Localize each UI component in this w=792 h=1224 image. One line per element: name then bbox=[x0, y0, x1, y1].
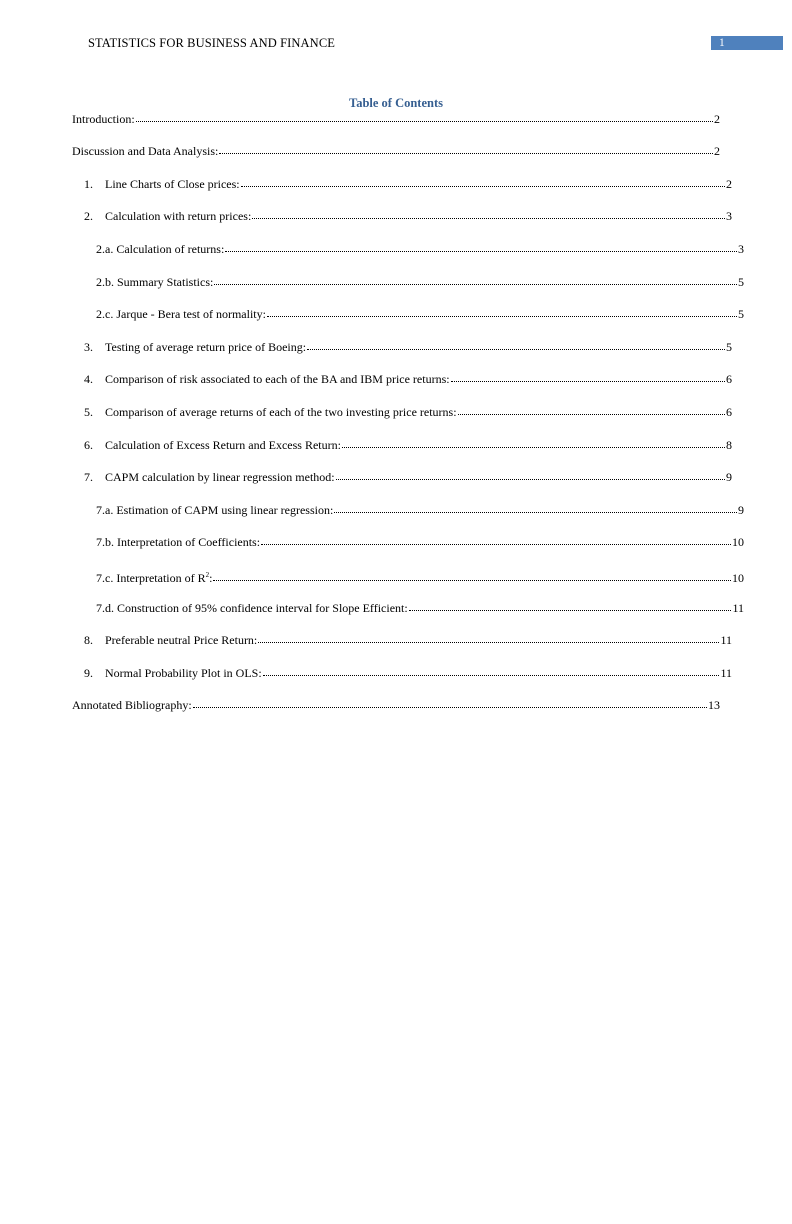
toc-entry-page: 9 bbox=[726, 470, 732, 484]
toc-entry-5[interactable] bbox=[72, 405, 732, 419]
toc-leader-dots bbox=[334, 512, 737, 513]
toc-entry-2[interactable] bbox=[72, 209, 732, 223]
toc-entry-text: Line Charts of Close prices: bbox=[105, 177, 240, 191]
toc-leader-dots bbox=[267, 316, 737, 317]
toc-entry-page: 11 bbox=[720, 633, 732, 647]
toc-entry-number: 6. bbox=[84, 438, 93, 452]
toc-entry-introduction[interactable] bbox=[72, 112, 720, 126]
toc-entry-page: 11 bbox=[732, 601, 744, 615]
toc-entry-page: 10 bbox=[732, 535, 744, 549]
toc-entry-text: 2.a. Calculation of returns: bbox=[96, 242, 225, 256]
toc-entry-page: 11 bbox=[720, 666, 732, 680]
toc-leader-dots bbox=[241, 186, 725, 187]
toc-entry-text: Normal Probability Plot in OLS: bbox=[105, 666, 262, 680]
toc-entry-text: 2.c. Jarque - Bera test of normality: bbox=[96, 307, 266, 321]
toc-entry-3[interactable] bbox=[72, 340, 732, 354]
toc-entry-page: 10 bbox=[732, 571, 744, 585]
toc-entry-number: 8. bbox=[84, 633, 93, 647]
toc-entry-text: Preferable neutral Price Return: bbox=[105, 633, 258, 647]
toc-leader-dots bbox=[409, 610, 732, 611]
toc-entry-number: 3. bbox=[84, 340, 93, 354]
toc-entry-number: 9. bbox=[84, 666, 93, 680]
toc-leader-dots bbox=[214, 284, 737, 285]
toc-entry-number: 5. bbox=[84, 405, 93, 419]
toc-leader-dots bbox=[136, 121, 713, 122]
toc-entry-page: 2 bbox=[714, 112, 720, 126]
toc-entry-text: Calculation with return prices: bbox=[105, 209, 252, 223]
toc-entry-superscript: 2 bbox=[205, 571, 210, 579]
toc-entry-number: 1. bbox=[84, 177, 93, 191]
toc-leader-dots bbox=[458, 414, 725, 415]
toc-entry-text: 7.b. Interpretation of Coefficients: bbox=[96, 535, 261, 549]
toc-entry-page: 2 bbox=[714, 144, 720, 158]
toc-leader-dots bbox=[213, 580, 731, 581]
toc-entry-2a[interactable] bbox=[72, 242, 744, 256]
toc-heading: Table of Contents bbox=[349, 96, 443, 110]
toc-entry-number: 7. bbox=[84, 470, 93, 484]
toc-entry-text: Calculation of Excess Return and Excess Return: bbox=[105, 438, 341, 452]
toc-entry-7[interactable] bbox=[72, 470, 732, 484]
toc-entry-page: 13 bbox=[708, 698, 720, 712]
page-number-box bbox=[711, 36, 783, 50]
toc-entry-2c[interactable] bbox=[72, 307, 744, 321]
toc-entry-text: CAPM calculation by linear regression method: bbox=[105, 470, 335, 484]
toc-entry-page: 6 bbox=[726, 405, 732, 419]
toc-entry-7b[interactable] bbox=[72, 535, 744, 549]
toc-entry-7d[interactable] bbox=[72, 601, 744, 615]
toc-entry-4[interactable] bbox=[72, 372, 732, 386]
toc-leader-dots bbox=[307, 349, 725, 350]
toc-leader-dots bbox=[225, 251, 737, 252]
toc-leader-dots bbox=[193, 707, 707, 708]
toc-leader-dots bbox=[263, 675, 720, 676]
toc-entry-text: Introduction: bbox=[72, 112, 135, 126]
toc-entry-text: Comparison of average returns of each of the two investing price returns: bbox=[105, 405, 457, 419]
toc-entry-page: 6 bbox=[726, 372, 732, 386]
toc-leader-dots bbox=[342, 447, 725, 448]
toc-entry-page: 3 bbox=[726, 209, 732, 223]
toc-entry-page: 9 bbox=[738, 503, 744, 517]
toc-leader-dots bbox=[261, 544, 731, 545]
toc-entry-7c[interactable] bbox=[72, 568, 744, 585]
toc-entry-page: 2 bbox=[726, 177, 732, 191]
toc-entry-page: 5 bbox=[738, 307, 744, 321]
toc-entry-number: 2. bbox=[84, 209, 93, 223]
toc-entry-text: Annotated Bibliography: bbox=[72, 698, 192, 712]
toc-entry-page: 3 bbox=[738, 242, 744, 256]
toc-entry-number: 4. bbox=[84, 372, 93, 386]
toc-entry-9[interactable] bbox=[72, 666, 732, 680]
toc-entry-2b[interactable] bbox=[72, 275, 744, 289]
toc-entry-text-suffix: : bbox=[209, 571, 213, 585]
running-header-title: STATISTICS FOR BUSINESS AND FINANCE bbox=[88, 36, 335, 50]
toc-leader-dots bbox=[451, 381, 725, 382]
toc-entry-1[interactable] bbox=[72, 177, 732, 191]
toc-entry-8[interactable] bbox=[72, 633, 732, 647]
toc-leader-dots bbox=[336, 479, 725, 480]
toc-entry-text: 2.b. Summary Statistics: bbox=[96, 275, 214, 289]
toc-entry-page: 8 bbox=[726, 438, 732, 452]
toc-entry-discussion[interactable] bbox=[72, 144, 720, 158]
toc-entry-text: 7.c. Interpretation of R bbox=[96, 571, 206, 585]
toc-entry-page: 5 bbox=[738, 275, 744, 289]
toc-entry-7a[interactable] bbox=[72, 503, 744, 517]
page-number: 1 bbox=[719, 37, 725, 49]
toc-entry-text: Comparison of risk associated to each of the BA and IBM price returns: bbox=[105, 372, 450, 386]
toc-entry-text: Testing of average return price of Boeing: bbox=[105, 340, 307, 354]
toc-leader-dots bbox=[219, 153, 713, 154]
toc-entry-text: 7.a. Estimation of CAPM using linear regression: bbox=[96, 503, 334, 517]
toc-entry-page: 5 bbox=[726, 340, 732, 354]
toc-entry-6[interactable] bbox=[72, 438, 732, 452]
toc-leader-dots bbox=[258, 642, 719, 643]
toc-entry-bibliography[interactable] bbox=[72, 698, 720, 712]
toc-entry-text: 7.d. Construction of 95% confidence interval for Slope Efficient: bbox=[96, 601, 408, 615]
toc-leader-dots bbox=[252, 218, 725, 219]
toc-entry-text: Discussion and Data Analysis: bbox=[72, 144, 219, 158]
